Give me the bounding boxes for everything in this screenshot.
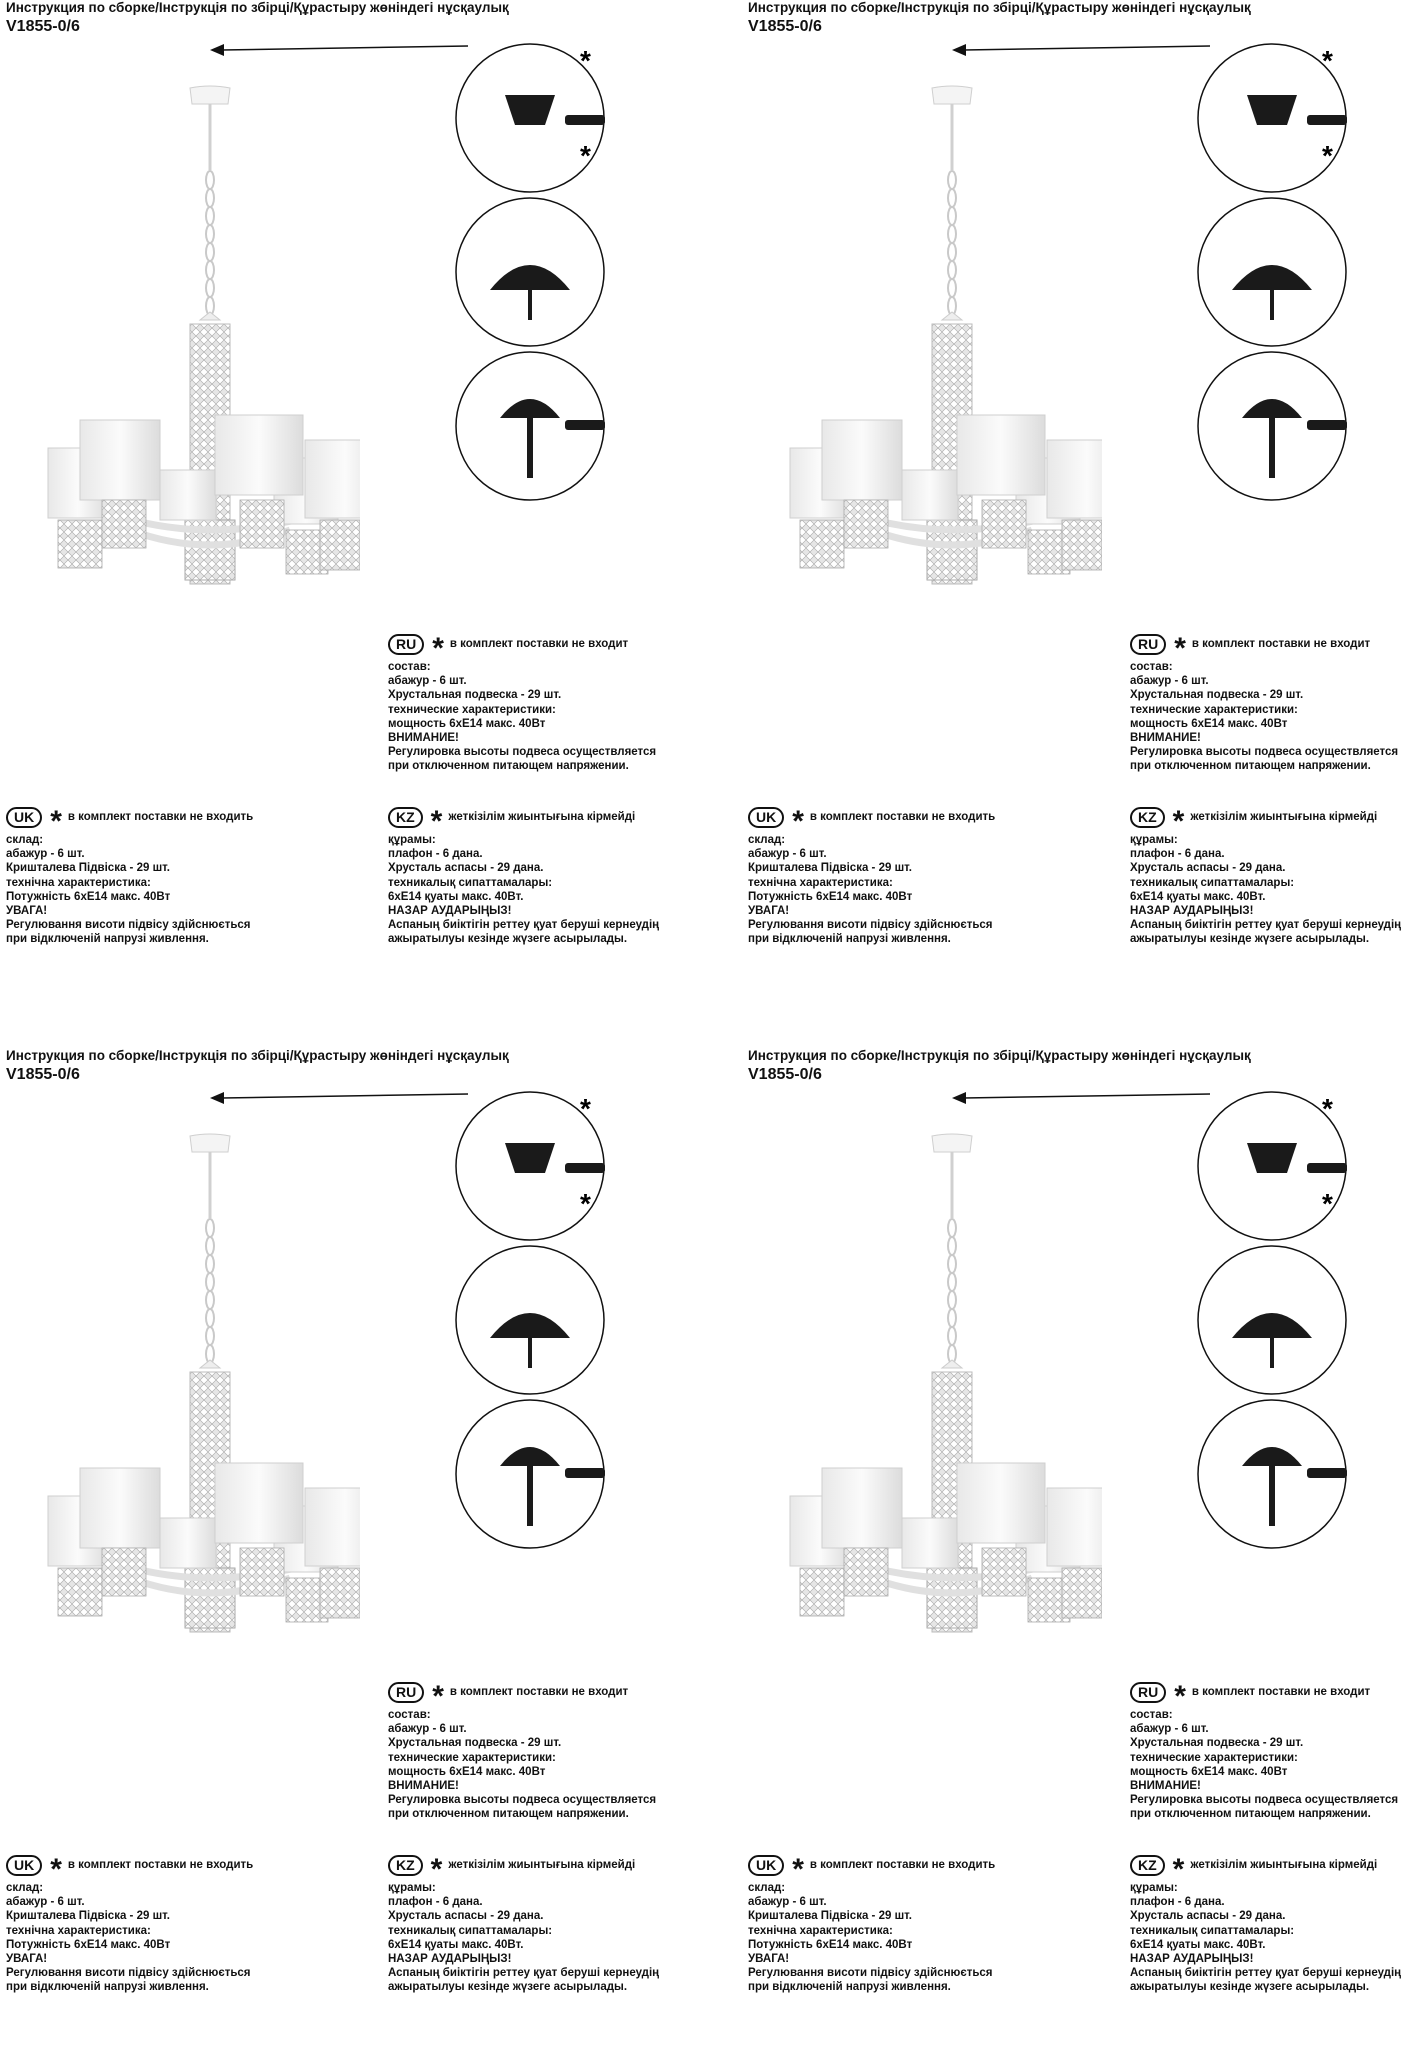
spec-line: абажур - 6 шт. bbox=[388, 675, 467, 688]
spec-line: 6хЕ14 қуаты макс. 40Вт. bbox=[1130, 890, 1266, 903]
spec-line: абажур - 6 шт. bbox=[6, 1896, 85, 1909]
sheet-title: Инструкция по сборке/Інструкція по збірці/Құрастыру жөніндегі нұсқаулық bbox=[748, 0, 1251, 15]
spec-line: мощность 6хЕ14 макс. 40Вт bbox=[388, 1765, 546, 1778]
language-badge: UK bbox=[748, 1855, 784, 1876]
spec-line: ажыратылуы кезінде жүзеге асырылады. bbox=[388, 933, 628, 946]
assembly-steps-illustration bbox=[1192, 1088, 1352, 1558]
spec-line: Хрустальная подвеска - 29 шт. bbox=[1130, 689, 1304, 702]
language-badge: RU bbox=[388, 1682, 424, 1703]
spec-line: ажыратылуы кезінде жүзеге асырылады. bbox=[1130, 1981, 1370, 1994]
spec-line: Кришталева Підвіска - 29 шт. bbox=[6, 862, 170, 875]
kz-spec-block bbox=[388, 805, 659, 947]
language-badge: UK bbox=[6, 807, 42, 828]
spec-line: Аспаның биіктігін реттеу қуат беруші кернеудің bbox=[1130, 1967, 1402, 1980]
callout-asterisk: * bbox=[580, 1093, 591, 1124]
spec-line: техникалық сипаттамалары: bbox=[1130, 1924, 1295, 1937]
spec-line: ажыратылуы кезінде жүзеге асырылады. bbox=[1130, 933, 1370, 946]
spec-line: ВНИМАНИЕ! bbox=[388, 732, 459, 745]
spec-line: состав: bbox=[1130, 1709, 1173, 1721]
not-included-note: в комплект поставки не входить bbox=[809, 1858, 996, 1871]
language-badge: RU bbox=[388, 634, 424, 655]
spec-line: Регулювання висоти підвісу здійснюється bbox=[6, 919, 251, 932]
spec-line: Хрусталь аспасы - 29 дана. bbox=[1130, 862, 1286, 875]
ru-spec-block bbox=[388, 1680, 656, 1822]
spec-lines bbox=[388, 833, 659, 947]
uk-spec-block bbox=[6, 1853, 253, 1995]
callout-asterisk: * bbox=[1322, 140, 1333, 171]
spec-line: ажыратылуы кезінде жүзеге асырылады. bbox=[388, 1981, 628, 1994]
not-included-note: в комплект поставки не входит bbox=[449, 1685, 629, 1698]
chandelier-illustration bbox=[40, 1128, 360, 1688]
spec-line: состав: bbox=[1130, 661, 1173, 673]
not-included-note: жеткізілім жиынтығына кірмейді bbox=[448, 1858, 636, 1871]
not-included-note: в комплект поставки не входит bbox=[449, 637, 629, 650]
spec-line: Регулировка высоты подвеса осуществляется bbox=[1130, 1794, 1399, 1807]
spec-line: НАЗАР АУДАРЫҢЫЗ! bbox=[388, 1953, 512, 1966]
spec-line: техникалық сипаттамалары: bbox=[388, 876, 553, 889]
spec-line: плафон - 6 дана. bbox=[1130, 1896, 1225, 1909]
spec-line: техникалық сипаттамалары: bbox=[1130, 876, 1295, 889]
spec-line: ВНИМАНИЕ! bbox=[1130, 1780, 1201, 1793]
spec-line: абажур - 6 шт. bbox=[388, 1723, 467, 1736]
asterisk-icon: * bbox=[1172, 805, 1185, 838]
instruction-sheet bbox=[0, 1048, 713, 2048]
not-included-note: жеткізілім жиынтығына кірмейді bbox=[448, 810, 636, 823]
asterisk-icon: * bbox=[1174, 632, 1186, 665]
callout-asterisk: * bbox=[580, 1188, 591, 1219]
pointer-arrow bbox=[210, 40, 470, 60]
asterisk-icon: * bbox=[50, 805, 62, 838]
sheet-title: Инструкция по сборке/Інструкція по збірці/Құрастыру жөніндегі нұсқаулық bbox=[748, 1048, 1251, 1063]
uk-spec-block bbox=[748, 805, 995, 947]
spec-lines bbox=[388, 1708, 656, 1822]
spec-line: 6хЕ14 қуаты макс. 40Вт. bbox=[388, 1938, 524, 1951]
spec-line: Аспаның биіктігін реттеу қуат беруші кернеудің bbox=[388, 919, 660, 932]
spec-line: мощность 6хЕ14 макс. 40Вт bbox=[1130, 1765, 1288, 1778]
spec-line: технические характеристики: bbox=[1130, 1751, 1298, 1764]
spec-line: НАЗАР АУДАРЫҢЫЗ! bbox=[388, 905, 512, 918]
spec-line: құрамы: bbox=[1130, 834, 1178, 846]
pointer-arrow bbox=[210, 1088, 470, 1108]
spec-line: Регулировка высоты подвеса осуществляется bbox=[1130, 746, 1399, 759]
spec-line: технічна характеристика: bbox=[6, 876, 151, 889]
model-number: V1855-0/6 bbox=[748, 18, 822, 35]
spec-line: Хрусталь аспасы - 29 дана. bbox=[388, 862, 544, 875]
spec-line: Потужність 6хЕ14 макс. 40Вт bbox=[6, 1938, 171, 1951]
instruction-sheet bbox=[0, 0, 713, 1000]
assembly-steps-illustration bbox=[1192, 40, 1352, 510]
spec-line: УВАГА! bbox=[748, 1953, 790, 1966]
spec-line: Хрустальная подвеска - 29 шт. bbox=[388, 689, 562, 702]
spec-line: абажур - 6 шт. bbox=[748, 848, 827, 861]
chandelier-illustration bbox=[782, 1128, 1102, 1688]
spec-lines bbox=[388, 660, 656, 774]
spec-line: технические характеристики: bbox=[388, 1751, 556, 1764]
spec-line: УВАГА! bbox=[6, 1953, 48, 1966]
spec-line: ВНИМАНИЕ! bbox=[1130, 732, 1201, 745]
asterisk-icon: * bbox=[792, 1853, 804, 1886]
language-badge: UK bbox=[748, 807, 784, 828]
spec-line: Регулировка высоты подвеса осуществляется bbox=[388, 1794, 657, 1807]
asterisk-icon: * bbox=[1172, 1853, 1185, 1886]
spec-line: Хрусталь аспасы - 29 дана. bbox=[1130, 1910, 1286, 1923]
spec-lines bbox=[6, 833, 253, 947]
spec-lines bbox=[1130, 1881, 1401, 1995]
spec-line: состав: bbox=[388, 1709, 431, 1721]
spec-line: склад: bbox=[748, 834, 786, 846]
spec-line: Потужність 6хЕ14 макс. 40Вт bbox=[6, 890, 171, 903]
pointer-arrow bbox=[952, 40, 1212, 60]
spec-line: құрамы: bbox=[388, 834, 436, 846]
spec-line: Потужність 6хЕ14 макс. 40Вт bbox=[748, 890, 913, 903]
not-included-note: в комплект поставки не входить bbox=[809, 810, 996, 823]
ru-spec-block bbox=[388, 632, 656, 774]
spec-line: абажур - 6 шт. bbox=[1130, 1723, 1209, 1736]
spec-line: техникалық сипаттамалары: bbox=[388, 1924, 553, 1937]
spec-lines bbox=[1130, 833, 1401, 947]
not-included-note: в комплект поставки не входить bbox=[67, 810, 254, 823]
not-included-note: в комплект поставки не входит bbox=[1191, 1685, 1371, 1698]
spec-line: технічна характеристика: bbox=[748, 1924, 893, 1937]
spec-line: при відключеній напрузі живлення. bbox=[6, 1981, 209, 1994]
not-included-note: в комплект поставки не входит bbox=[1191, 637, 1371, 650]
spec-line: Регулювання висоти підвісу здійснюється bbox=[6, 1967, 251, 1980]
asterisk-icon: * bbox=[1174, 1680, 1186, 1713]
language-badge: KZ bbox=[388, 807, 423, 828]
sheet-title: Инструкция по сборке/Інструкція по збірці/Құрастыру жөніндегі нұсқаулық bbox=[6, 1048, 509, 1063]
asterisk-icon: * bbox=[430, 805, 443, 838]
spec-line: при отключенном питающем напряжении. bbox=[388, 1808, 629, 1821]
ru-spec-block bbox=[1130, 632, 1398, 774]
spec-line: при відключеній напрузі живлення. bbox=[748, 933, 951, 946]
not-included-note: жеткізілім жиынтығына кірмейді bbox=[1190, 1858, 1378, 1871]
spec-line: мощность 6хЕ14 макс. 40Вт bbox=[1130, 717, 1288, 730]
assembly-steps-illustration bbox=[450, 1088, 610, 1558]
spec-line: технические характеристики: bbox=[1130, 703, 1298, 716]
model-number: V1855-0/6 bbox=[748, 1066, 822, 1083]
spec-line: Хрустальная подвеска - 29 шт. bbox=[388, 1737, 562, 1750]
spec-lines bbox=[388, 1881, 659, 1995]
spec-line: Регулировка высоты подвеса осуществляется bbox=[388, 746, 657, 759]
not-included-note: в комплект поставки не входить bbox=[67, 1858, 254, 1871]
asterisk-icon: * bbox=[432, 632, 444, 665]
spec-line: абажур - 6 шт. bbox=[6, 848, 85, 861]
instruction-sheet bbox=[742, 0, 1426, 1000]
callout-asterisk: * bbox=[580, 45, 591, 76]
language-badge: KZ bbox=[1130, 1855, 1165, 1876]
spec-line: абажур - 6 шт. bbox=[1130, 675, 1209, 688]
uk-spec-block bbox=[6, 805, 253, 947]
language-badge: RU bbox=[1130, 634, 1166, 655]
spec-lines bbox=[748, 833, 995, 947]
spec-line: Хрустальная подвеска - 29 шт. bbox=[1130, 1737, 1304, 1750]
asterisk-icon: * bbox=[50, 1853, 62, 1886]
pointer-arrow bbox=[952, 1088, 1212, 1108]
kz-spec-block bbox=[1130, 805, 1401, 947]
spec-line: Аспаның биіктігін реттеу қуат беруші кернеудің bbox=[1130, 919, 1402, 932]
spec-line: плафон - 6 дана. bbox=[1130, 848, 1225, 861]
spec-line: мощность 6хЕ14 макс. 40Вт bbox=[388, 717, 546, 730]
spec-line: құрамы: bbox=[388, 1882, 436, 1894]
asterisk-icon: * bbox=[432, 1680, 444, 1713]
not-included-note: жеткізілім жиынтығына кірмейді bbox=[1190, 810, 1378, 823]
asterisk-icon: * bbox=[792, 805, 804, 838]
spec-line: склад: bbox=[6, 834, 44, 846]
spec-line: плафон - 6 дана. bbox=[388, 1896, 483, 1909]
spec-line: Потужність 6хЕ14 макс. 40Вт bbox=[748, 1938, 913, 1951]
model-number: V1855-0/6 bbox=[6, 1066, 80, 1083]
spec-line: при отключенном питающем напряжении. bbox=[1130, 1808, 1371, 1821]
callout-asterisk: * bbox=[1322, 1093, 1333, 1124]
asterisk-icon: * bbox=[430, 1853, 443, 1886]
spec-line: абажур - 6 шт. bbox=[748, 1896, 827, 1909]
spec-line: технічна характеристика: bbox=[748, 876, 893, 889]
spec-lines bbox=[1130, 1708, 1398, 1822]
spec-line: Регулювання висоти підвісу здійснюється bbox=[748, 1967, 993, 1980]
spec-line: УВАГА! bbox=[748, 905, 790, 918]
spec-line: склад: bbox=[6, 1882, 44, 1894]
spec-line: Хрусталь аспасы - 29 дана. bbox=[388, 1910, 544, 1923]
spec-line: Регулювання висоти підвісу здійснюється bbox=[748, 919, 993, 932]
language-badge: UK bbox=[6, 1855, 42, 1876]
assembly-steps-illustration bbox=[450, 40, 610, 510]
spec-line: Аспаның биіктігін реттеу қуат беруші кернеудің bbox=[388, 1967, 660, 1980]
language-badge: RU bbox=[1130, 1682, 1166, 1703]
spec-line: құрамы: bbox=[1130, 1882, 1178, 1894]
callout-asterisk: * bbox=[580, 140, 591, 171]
spec-line: плафон - 6 дана. bbox=[388, 848, 483, 861]
spec-lines bbox=[6, 1881, 253, 1995]
model-number: V1855-0/6 bbox=[6, 18, 80, 35]
spec-line: ВНИМАНИЕ! bbox=[388, 1780, 459, 1793]
kz-spec-block bbox=[1130, 1853, 1401, 1995]
spec-line: Кришталева Підвіска - 29 шт. bbox=[748, 862, 912, 875]
spec-lines bbox=[1130, 660, 1398, 774]
spec-line: Кришталева Підвіска - 29 шт. bbox=[748, 1910, 912, 1923]
spec-line: НАЗАР АУДАРЫҢЫЗ! bbox=[1130, 1953, 1254, 1966]
ru-spec-block bbox=[1130, 1680, 1398, 1822]
sheet-title: Инструкция по сборке/Інструкція по збірці/Құрастыру жөніндегі нұсқаулық bbox=[6, 0, 509, 15]
spec-line: Кришталева Підвіска - 29 шт. bbox=[6, 1910, 170, 1923]
chandelier-illustration bbox=[782, 80, 1102, 640]
chandelier-illustration bbox=[40, 80, 360, 640]
spec-line: 6хЕ14 қуаты макс. 40Вт. bbox=[388, 890, 524, 903]
spec-line: 6хЕ14 қуаты макс. 40Вт. bbox=[1130, 1938, 1266, 1951]
callout-asterisk: * bbox=[1322, 1188, 1333, 1219]
language-badge: KZ bbox=[388, 1855, 423, 1876]
spec-line: склад: bbox=[748, 1882, 786, 1894]
spec-line: УВАГА! bbox=[6, 905, 48, 918]
spec-line: технические характеристики: bbox=[388, 703, 556, 716]
spec-line: при відключеній напрузі живлення. bbox=[748, 1981, 951, 1994]
spec-line: при отключенном питающем напряжении. bbox=[1130, 760, 1371, 773]
instruction-sheet bbox=[742, 1048, 1426, 2048]
spec-line: состав: bbox=[388, 661, 431, 673]
language-badge: KZ bbox=[1130, 807, 1165, 828]
uk-spec-block bbox=[748, 1853, 995, 1995]
kz-spec-block bbox=[388, 1853, 659, 1995]
spec-line: НАЗАР АУДАРЫҢЫЗ! bbox=[1130, 905, 1254, 918]
spec-line: при отключенном питающем напряжении. bbox=[388, 760, 629, 773]
spec-lines bbox=[748, 1881, 995, 1995]
spec-line: технічна характеристика: bbox=[6, 1924, 151, 1937]
callout-asterisk: * bbox=[1322, 45, 1333, 76]
spec-line: при відключеній напрузі живлення. bbox=[6, 933, 209, 946]
